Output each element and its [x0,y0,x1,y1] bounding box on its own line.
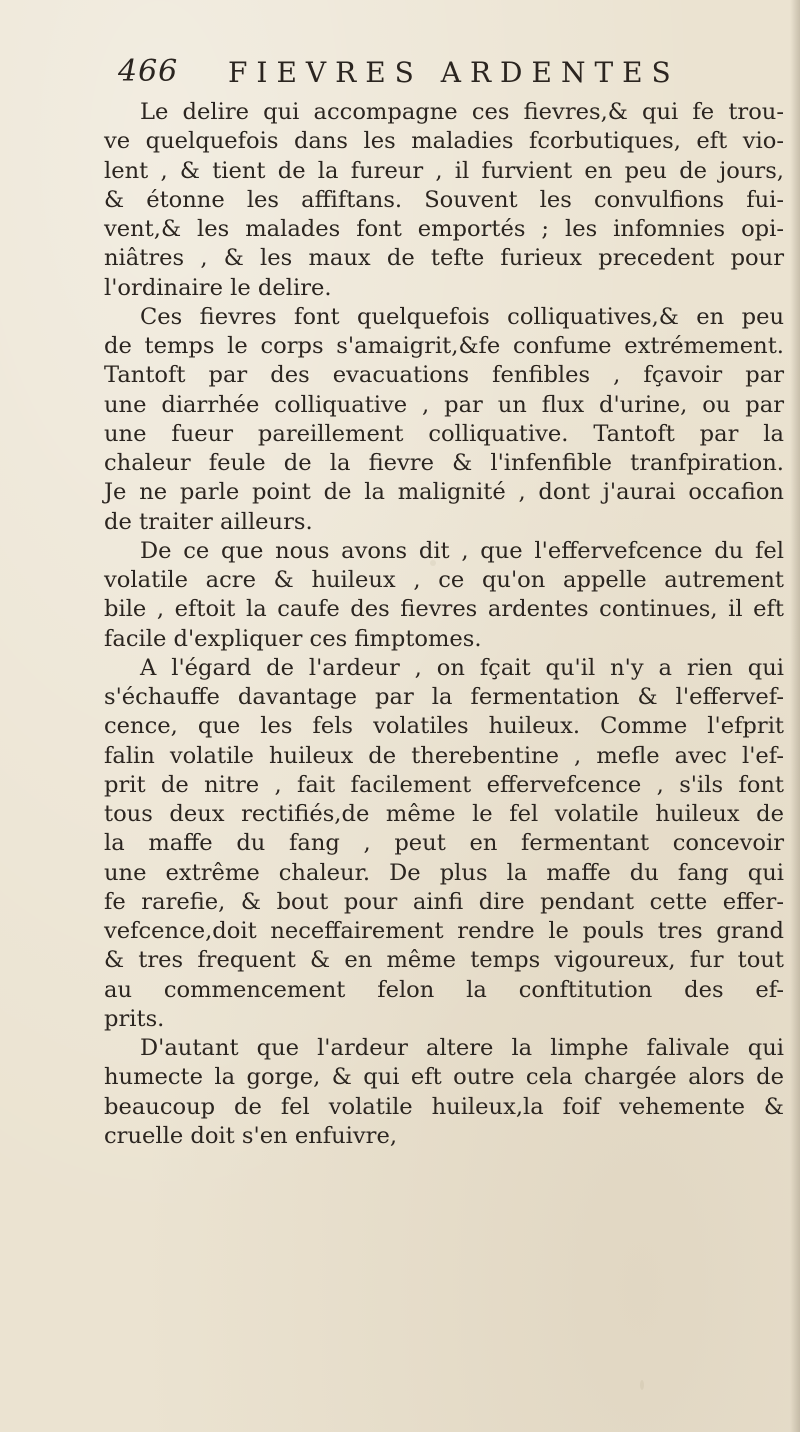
paragraph [104,1034,784,1151]
paragraph [104,537,784,654]
running-title: FIEVRES ARDENTES [228,56,680,89]
text-line: falin volatile huileux de therebentine , mefle avec l'ef- [104,742,784,769]
text-line: s'échauffe davantage par la fermentation & l'effervef- [104,684,784,710]
text-line: vefcence,doit neceffairement rendre le pouls tres grand [104,918,784,944]
text-line: facile d'expliquer ces fimptomes. [104,625,482,652]
text-line: de traiter ailleurs. [104,508,313,535]
text-line: volatile acre & huileux , ce qu'on appelle autrement [104,567,784,593]
text-line: bile , eftoit la caufe des fievres ardentes continues, il eft [104,596,784,623]
text-line: ve quelquefois dans les maladies fcorbutiques, eft vio- [104,128,784,155]
text-line: niâtres , & les maux de tefte furieux precedent pour [104,245,784,272]
paragraph [104,654,784,1034]
text-line: Ces fievres font quelquefois colliquatives,& en peu [140,303,784,330]
text-line: prit de nitre , fait facilement effervefcence , s'ils font [104,771,784,798]
text-line: chaleur feule de la fievre & l'infenfible tranfpiration. [104,450,784,476]
page-edge-shadow [790,0,800,1432]
text-line: beaucoup de fel volatile huileux,la foif vehemente & [104,1093,784,1120]
text-line: de temps le corps s'amaigrit,&fe confume extrémement. [104,333,784,359]
text-line: une diarrhée colliquative , par un flux d'urine, ou par [104,391,784,418]
text-line: tous deux rectifiés,de même le fel volatile huileux de [104,801,784,827]
text-line: l'ordinaire le delire. [104,274,332,301]
text-line: A l'égard de l'ardeur , on fçait qu'il n'y a rien qui [140,654,784,681]
text-line: De ce que nous avons dit , que l'effervefcence du fel [140,537,784,564]
text-line: la maffe du fang , peut en fermentant concevoir [104,830,784,857]
body-text [104,98,784,1151]
text-line: D'autant que l'ardeur altere la limphe falivale qui [140,1035,784,1061]
text-line: fe rarefie, & bout pour ainfi dire pendant cette effer- [104,888,784,915]
text-line: prits. [104,1005,165,1032]
text-line: Le delire qui accompagne ces fievres,& qui fe trou- [140,99,784,125]
text-line: une fueur pareillement colliquative. Tantoft par la [104,420,784,447]
text-line: Tantoft par des evacuations fenfibles , fçavoir par [104,362,784,389]
text-line: cruelle doit s'en enfuivre, [104,1122,398,1149]
text-line: au commencement felon la conftitution des ef- [104,976,784,1003]
page-number: 466 [118,54,179,89]
text-line: Je ne parle point de la malignité , dont j'aurai occafion [104,479,784,506]
text-line: & tres frequent & en même temps vigoureux, fur tout [104,947,784,974]
text-line: vent,& les malades font emportés ; les infomnies opi- [104,216,784,242]
text-line: une extrême chaleur. De plus la maffe du fang qui [104,859,784,886]
text-line: lent , & tient de la fureur , il furvient en peu de jours, [104,157,784,184]
text-line: cence, que les fels volatiles huileux. Comme l'efprit [104,713,784,740]
ink-speck [430,560,436,566]
text-line: & étonne les affiftans. Souvent les convulfions fui- [104,186,784,213]
paragraph [104,303,784,537]
page-header [118,52,718,96]
paragraph [104,98,784,303]
ink-speck [640,1380,644,1390]
text-line: humecte la gorge, & qui eft outre cela chargée alors de [104,1064,784,1091]
